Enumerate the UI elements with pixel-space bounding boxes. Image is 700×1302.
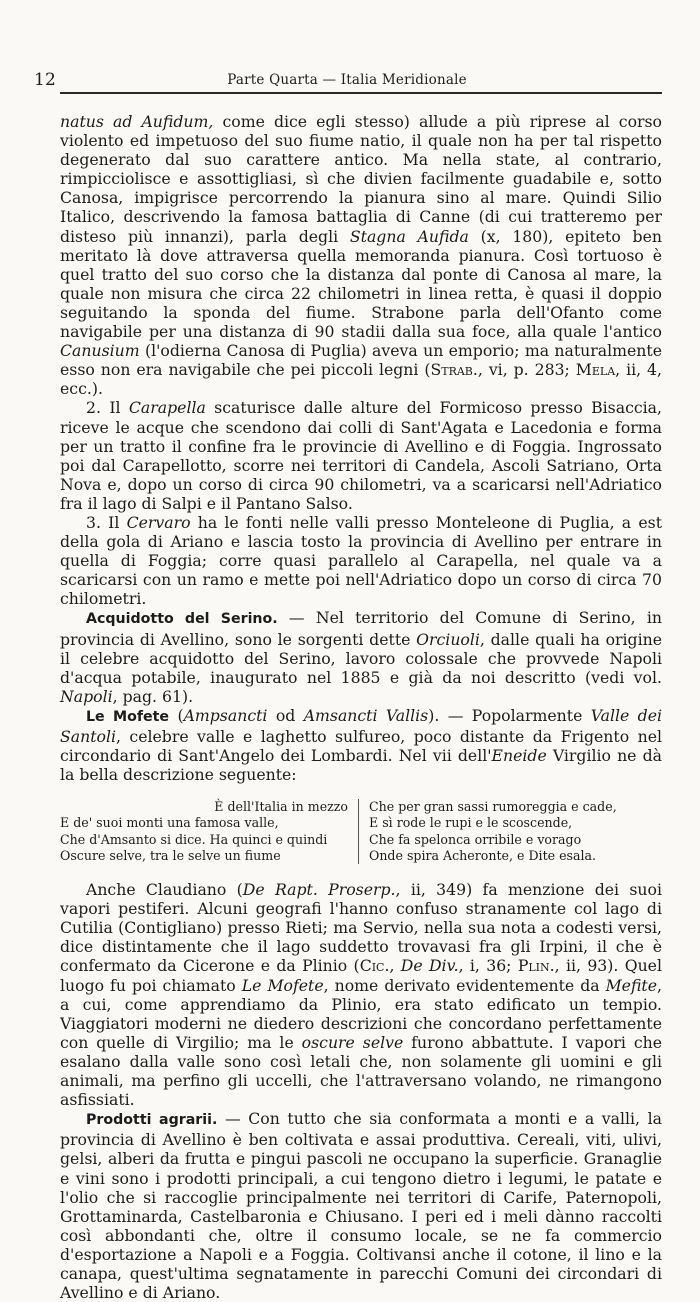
text-run: , dalle quali ha origine il celebre acquidotto del Serino, lavoro colossale che provvede Napoli d'acqua potabile, inaugurato nel 1885 e già da noi descritto (vedi vol. — [60, 629, 662, 687]
text-run: ). — Popolarmente — [428, 705, 591, 725]
text-run: 3. Il — [86, 512, 127, 532]
section-heading: Le Mofete — [86, 708, 170, 725]
paragraph-cervaro — [60, 513, 662, 608]
italic-term: Eneide — [491, 746, 547, 766]
verse-right-column — [358, 799, 662, 864]
text-run: , nome derivato evidentemente da — [323, 975, 606, 995]
header-rule — [60, 92, 662, 94]
text-run: 2. Il — [86, 398, 129, 418]
italic-term: Valle dei Santoli — [60, 705, 663, 746]
page-body — [60, 112, 662, 1302]
text-run: furono abbattute. I vapori che esalano dalla valle sono così letali che, non solamente gli uomini e gli animali, ma perfino gli uccelli, che l'attraversano volando, ne rimangono asfissiati. — [60, 1032, 663, 1110]
italic-term: natus ad Aufidum, — [60, 112, 214, 131]
text-run: (x, 180), epiteto ben meritato là dove attraversa quella memoranda pianura. Così tortuoso è quel tratto del suo corso che la distanza dal ponte di Canosa al mare, la quale non misura che circa 22 chilometri in linea retta, è quasi il doppio seguitando la sponda del fiume. Strabone parla dell'Ofanto come navigabile per una distanza di 90 stadii dalla sua foce, alla quale l'antico — [60, 226, 662, 342]
paragraph-carapella — [60, 398, 662, 513]
italic-term: Cervaro — [126, 512, 191, 532]
text-run: (l'odierna Canosa di Puglia) aveva un emporio; ma naturalmente esso non era navigabile che pei piccoli legni ( — [60, 341, 662, 380]
verse-left-column — [60, 799, 358, 864]
italic-term: oscure selve — [301, 1032, 404, 1052]
italic-term: Stagna Aufida — [349, 226, 469, 246]
verse-line: È dell'Italia in mezzo — [214, 799, 348, 815]
paragraph-le-mofete — [60, 706, 662, 784]
running-title: Parte Quarta — Italia Meridionale — [227, 72, 467, 88]
text-run: come dice egli stesso) allude a più riprese al corso violento ed impetuoso del suo fiume natio, il quale non ha per tal rispetto degenerato dal suo carattere antico. Ma nella state, al contrario, rimpicciolisce e assottigliasi, sì che divien facilmente guadabile e, sotto Canosa, impigrisce percorrendo la pianura sino al mare. Quindi Silio Italico, descrivendo la famosa battaglia di Canne (di cui tratteremo per disteso più innanzi), parla degli — [60, 112, 663, 246]
citation-abbrev: Strab. — [430, 360, 478, 380]
text-run: Anche Claudiano ( — [86, 880, 243, 900]
italic-term: Napoli — [60, 686, 113, 706]
text-run: , celebre valle e laghetto sulfureo, poco distante da Frigento nel circondario di Sant'Angelo dei Lombardi. Nel vii dell' — [60, 727, 662, 766]
virgil-verse-block — [60, 799, 662, 864]
italic-term: De Rapt. Proserp. — [242, 880, 396, 900]
text-run: ha le fonti nelle valli presso Monteleone di Puglia, a est della gola di Ariano e lascia tosto la provincia di Avellino per entrare in quella di Foggia; corre quasi parallelo al Carapella, nel quale va a scaricarsi con un ramo e mette poi nell'Adriatico dopo un corso di circa 70 chilometri. — [60, 512, 662, 609]
italic-term: De Div. — [400, 956, 459, 976]
citation-abbrev: Mela — [575, 360, 616, 380]
paragraph-acquidotto-serino — [60, 608, 662, 705]
text-run: ( — [169, 705, 184, 725]
text-run: , vi, p. 283; — [477, 360, 576, 380]
italic-term: Orciuoli — [416, 629, 480, 649]
text-run: od — [267, 705, 304, 725]
section-heading: Prodotti agrarii. — [86, 1112, 218, 1129]
text-run: Virgilio ne dà la bella descrizione seguente: — [60, 746, 662, 785]
verse-line: E de' suoi monti una famosa valle, — [60, 815, 279, 831]
text-run: — Nel territorio del Comune di Serino, in provincia di Avellino, sono le sorgenti dette — [60, 608, 663, 649]
citation-abbrev: Cic. — [359, 956, 390, 976]
verse-line: Che d'Amsanto si dice. Ha quinci e quindi — [60, 831, 328, 847]
paragraph-ofanto — [60, 112, 662, 398]
text-run: , a cui, come apprendiamo da Plinio, era stato edificato un tempio. Viaggiatori moderni ne diedero descrizioni che concordano perfettamente con quelle di Virgilio; ma le — [60, 975, 663, 1052]
verse-line: Che fa spelonca orribile e vorago — [369, 831, 582, 847]
citation-abbrev: Plin. — [517, 956, 555, 976]
text-run: , ii, 349) fa menzione dei suoi vapori pestiferi. Alcuni geografi l'hanno confuso stranamente col lago di Cutilia (Contigliano) presso Rieti; ma Servio, nella sua nota a codesti versi, dice distintamente che il lago suddetto trovavasi fra gli Irpini, il che è confermato da Cicerone e da Plinio ( — [60, 880, 662, 976]
verse-line: E sì rode le rupi e le scoscende, — [369, 815, 573, 831]
italic-term: Mefite — [605, 975, 658, 995]
italic-term: Le Mofete — [241, 975, 324, 995]
verse-line: Oscure selve, tra le selve un fiume — [60, 847, 281, 863]
italic-term: Amsancti Vallis — [303, 705, 429, 725]
italic-term: Ampsancti — [183, 705, 268, 725]
text-run: , i, 36; — [458, 956, 518, 976]
text-run: , — [389, 956, 401, 976]
italic-term: Canusium — [60, 341, 140, 361]
text-run: , ii, 4, ecc.). — [60, 360, 663, 399]
text-run: scaturisce dalle alture del Formicoso presso Bisaccia, riceve le acque che scendono dai colli di Sant'Agata e Lacedonia e forma per un tratto il confine fra le provincie di Avellino e di Foggia. Ingrossato poi dal Carapellotto, scorre nei territori di Candela, Ascoli Satriano, Orta Nova e, dopo un corso di circa 90 chilometri, va a scaricarsi nell'Adriatico fra il lago di Salpi e il Pantano Salso. — [60, 398, 663, 513]
text-run: , ii, 93). Quel luogo fu poi chiamato — [60, 956, 662, 995]
page-number: 12 — [34, 70, 57, 90]
section-heading: Acquidotto del Serino. — [86, 611, 278, 628]
italic-term: Carapella — [128, 398, 206, 418]
paragraph-prodotti-agrarii — [60, 1109, 662, 1302]
verse-line: Che per gran sassi rumoreggia e cade, — [369, 799, 617, 815]
text-run: , pag. 61). — [112, 686, 194, 706]
paragraph-claudiano — [60, 880, 662, 1109]
text-run: — Con tutto che sia conformata a monti e a valli, la provincia di Avellino è ben coltivata e assai produttiva. Cereali, viti, ulivi, gelsi, alberi da frutta e pingui pascoli ne occupano la superficie. Granaglie e vini sono i prodotti principali, a cui tengono dietro i legumi, le patate e l'olio che si raccoglie principalmente nei territori di Carife, Paternopoli, Grottaminarda, Castelbaronia e Chiusano. I peri ed i meli dànno raccolti così abbondanti che, oltre il consumo locale, se ne fa commercio d'esportazione a Napoli e a Foggia. Coltivansi anche il cotone, il lino e la canapa, quest'ultima segnatamente in parecchi Comuni dei circondari di Avellino e di Ariano. — [60, 1109, 662, 1302]
verse-line: Onde spira Acheronte, e Dite esala. — [369, 847, 597, 863]
